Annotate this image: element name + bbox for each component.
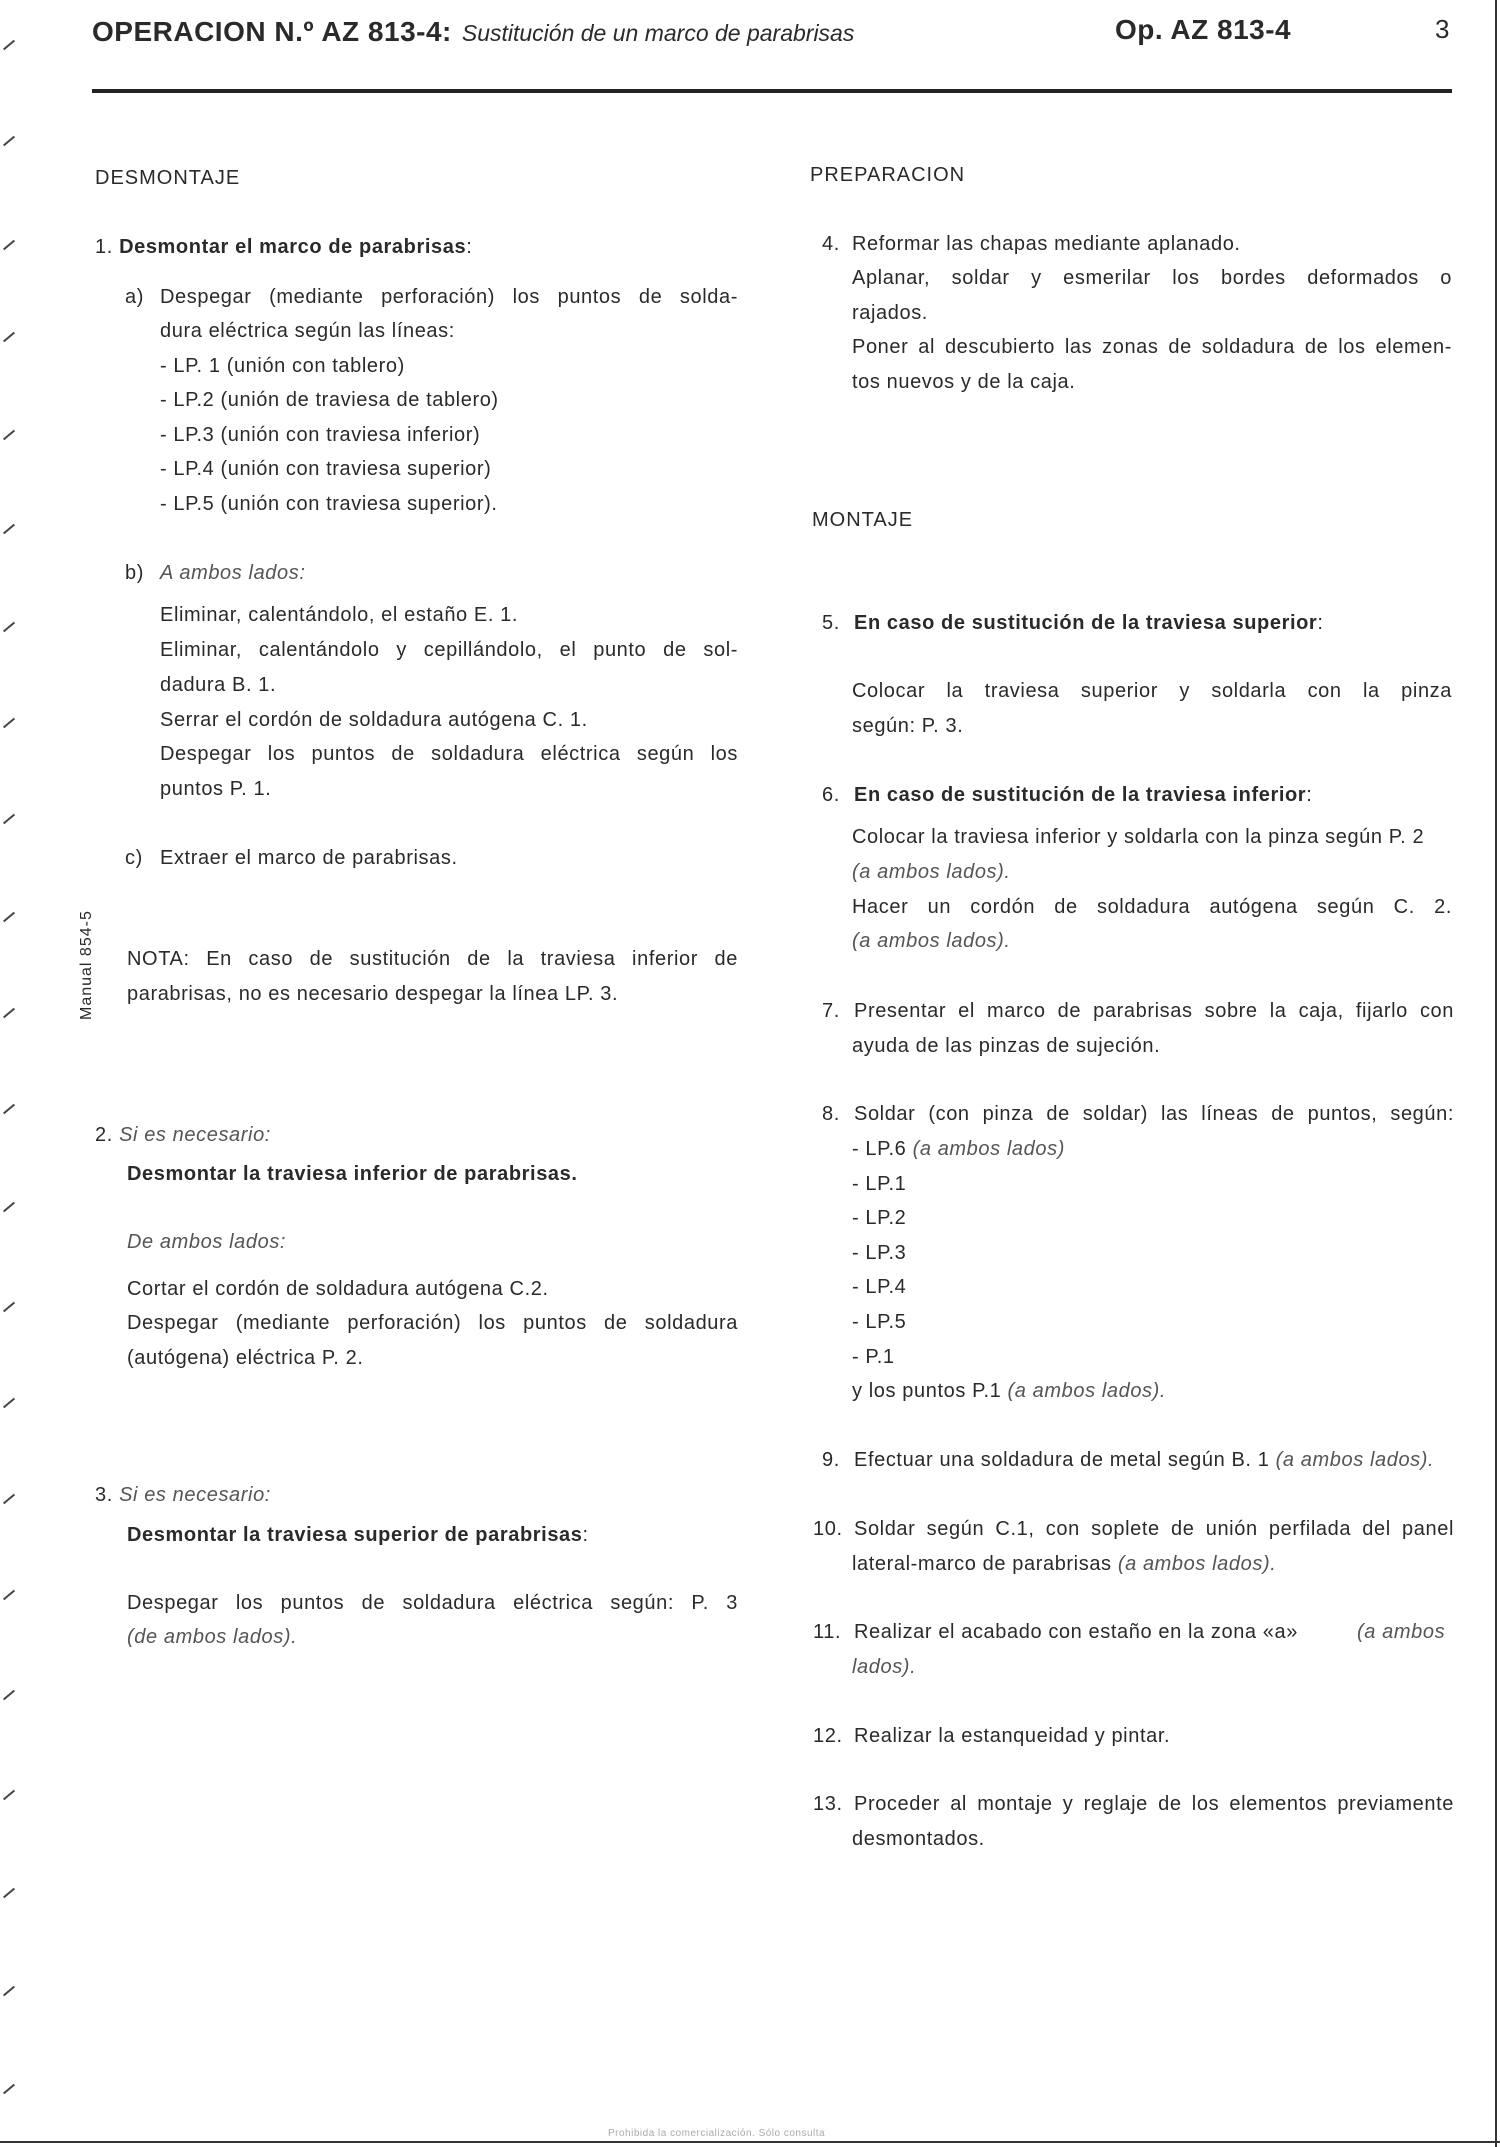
manual-side-label: Manual 854-5 [78, 910, 95, 1020]
step-3 [95, 1478, 271, 1512]
step-line: Soldar según C.1, con soplete de unión perfilada del panel [854, 1518, 1454, 1540]
step-line: según: P. 3. [852, 715, 964, 737]
step-title: Desmontar el marco de parabrisas [119, 236, 467, 258]
margin-mark [3, 1008, 15, 1019]
step-number: 13. [813, 1793, 843, 1815]
step-line: rajados. [852, 302, 928, 324]
substep-letter: b) [125, 562, 144, 584]
step-condition: Si es necesario: [119, 1124, 271, 1146]
step-line: Presentar el marco de parabrisas sobre la caja, fijarlo con [854, 1000, 1454, 1022]
margin-mark [3, 524, 15, 535]
page-border [0, 2141, 1500, 2143]
step-text: lateral-marco de parabrisas [852, 1553, 1112, 1575]
margin-mark [3, 240, 15, 251]
step-line: Proceder al montaje y reglaje de los elementos previamente [854, 1793, 1454, 1815]
list-item-note: (a ambos lados) [912, 1138, 1065, 1160]
list-item: - LP.4 [852, 1276, 907, 1298]
substep-c-text: Extraer el marco de parabrisas. [160, 847, 458, 869]
colon: : [1306, 784, 1313, 806]
step-number: 10. [813, 1518, 843, 1540]
colon: : [466, 236, 473, 258]
list-item: - LP.1 [852, 1173, 907, 1195]
substep-b-line: Serrar el cordón de soldadura autógena C. 1. [160, 709, 588, 731]
step-number: 9. [822, 1449, 840, 1471]
margin-mark [3, 430, 15, 441]
substep-b-line: Eliminar, calentándolo y cepillándolo, el punto de sol- [160, 639, 738, 661]
step-line: desmontados. [852, 1828, 985, 1850]
margin-mark [3, 1104, 15, 1115]
step-number: 8. [822, 1103, 840, 1125]
step-title: En caso de sustitución de la traviesa inferior [854, 784, 1307, 806]
step-line: Despegar los puntos de soldadura eléctrica según: P. 3 [127, 1592, 738, 1614]
step-line: Reformar las chapas mediante aplanado. [852, 233, 1241, 255]
operation-ref: Op. AZ 813-4 [1115, 14, 1292, 45]
step-condition: Si es necesario: [119, 1484, 271, 1506]
list-item-label: - LP.6 [852, 1138, 907, 1160]
step-number: 3. [95, 1484, 113, 1506]
list-item: - LP.3 [852, 1242, 907, 1264]
step-title: En caso de sustitución de la traviesa superior [854, 612, 1318, 634]
list-item: - LP. 1 (unión con tablero) [160, 355, 405, 377]
step-line: Realizar el acabado con estaño en la zona «a» [854, 1621, 1298, 1643]
step-note: (a ambos lados). [852, 861, 1011, 883]
list-item: - LP.2 (unión de traviesa de tablero) [160, 389, 499, 411]
operation-subtitle: Sustitución de un marco de parabrisas [461, 20, 855, 46]
margin-mark [3, 1494, 15, 1505]
step-line: Soldar (con pinza de soldar) las líneas de puntos, según: [854, 1103, 1454, 1125]
step-line: tos nuevos y de la caja. [852, 371, 1076, 393]
step-title-row [127, 1518, 589, 1552]
margin-mark [3, 2084, 15, 2095]
step-number: 7. [822, 1000, 840, 1022]
step-line: ayuda de las pinzas de sujeción. [852, 1035, 1161, 1057]
step-number: 4. [822, 233, 840, 255]
colon: : [582, 1524, 589, 1546]
margin-mark [3, 1790, 15, 1801]
step-line: Colocar la traviesa inferior y soldarla con la pinza según P. 2 [852, 826, 1425, 848]
step-line: Colocar la traviesa superior y soldarla con la pinza [852, 680, 1452, 702]
step-number: 5. [822, 612, 840, 634]
list-item: - LP.5 [852, 1311, 907, 1333]
list-item: - LP.3 (unión con traviesa inferior) [160, 424, 481, 446]
step-note: (a ambos lados). [1117, 1553, 1277, 1575]
list-item-note: (a ambos lados). [1007, 1380, 1167, 1402]
note-line: NOTA: En caso de sustitución de la traviesa inferior de [127, 948, 738, 970]
step-note: (a ambos [1357, 1621, 1446, 1643]
margin-mark [3, 1590, 15, 1601]
margin-mark [3, 912, 15, 923]
page-border [1495, 0, 1497, 2147]
list-item: - LP.4 (unión con traviesa superior) [160, 458, 492, 480]
list-item: - LP.5 (unión con traviesa superior). [160, 493, 498, 515]
list-item: - LP.2 [852, 1207, 907, 1229]
step-note: (a ambos lados). [1275, 1449, 1435, 1471]
step-line: Poner al descubierto las zonas de soldadura de los elemen- [852, 336, 1452, 358]
margin-mark [3, 1986, 15, 1997]
margin-mark [3, 718, 15, 729]
step-line: Despegar (mediante perforación) los puntos de soldadura [127, 1312, 738, 1334]
substep-b-line: dadura B. 1. [160, 674, 277, 696]
step-line: Cortar el cordón de soldadura autógena C.2. [127, 1278, 549, 1300]
step-line [852, 1547, 1276, 1581]
step-number: 6. [822, 784, 840, 806]
section-heading-montaje: MONTAJE [812, 509, 914, 531]
page-number: 3 [1435, 14, 1450, 44]
step-title: Desmontar la traviesa superior de parabrisas [127, 1524, 583, 1546]
step-subtitle: De ambos lados: [127, 1231, 287, 1253]
margin-mark [3, 1302, 15, 1313]
step-2 [95, 1118, 271, 1152]
step-number: 1. [95, 236, 113, 258]
substep-a-line: dura eléctrica según las líneas: [160, 320, 455, 342]
step-title: Desmontar la traviesa inferior de parabrisas. [127, 1163, 578, 1185]
colon: : [1317, 612, 1324, 634]
section-heading-desmontaje: DESMONTAJE [95, 167, 241, 189]
margin-mark [3, 1202, 15, 1213]
margin-mark [3, 1398, 15, 1409]
step-line: (autógena) eléctrica P. 2. [127, 1347, 364, 1369]
step-title-row [854, 606, 1323, 640]
operation-number: OPERACION N.º AZ 813-4: [92, 16, 452, 47]
list-item [852, 1374, 1166, 1408]
step-number: 12. [813, 1725, 843, 1747]
step-note: (a ambos lados). [852, 930, 1011, 952]
margin-mark [3, 814, 15, 825]
page-title [92, 16, 854, 48]
margin-mark [3, 136, 15, 147]
list-item [852, 1132, 1065, 1166]
step-line [854, 1443, 1434, 1477]
step-text: Efectuar una soldadura de metal según B. 1 [854, 1449, 1270, 1471]
step-note: (de ambos lados). [127, 1626, 298, 1648]
substep-b-title: A ambos lados: [160, 562, 306, 584]
list-item-label: y los puntos P.1 [852, 1380, 1002, 1402]
note-line: parabrisas, no es necesario despegar la línea LP. 3. [127, 983, 619, 1005]
step-line: Aplanar, soldar y esmerilar los bordes deformados o [852, 267, 1452, 289]
step-line: Realizar la estanqueidad y pintar. [854, 1725, 1171, 1747]
substep-a-line: Despegar (mediante perforación) los puntos de solda- [160, 286, 738, 308]
footer-watermark: Prohibida la comercialización. Sólo consulta [608, 2128, 826, 2139]
step-line: Hacer un cordón de soldadura autógena según C. 2. [852, 896, 1452, 918]
step-note: lados). [852, 1656, 917, 1678]
step-number: 2. [95, 1124, 113, 1146]
step-1 [95, 230, 472, 264]
substep-b-line: puntos P. 1. [160, 778, 272, 800]
step-number: 11. [813, 1621, 842, 1643]
margin-mark [3, 332, 15, 343]
list-item: - P.1 [852, 1346, 895, 1368]
section-heading-preparacion: PREPARACION [810, 164, 966, 186]
margin-mark [3, 40, 15, 51]
substep-letter: a) [125, 286, 144, 308]
step-title-row [854, 778, 1312, 812]
margin-mark [3, 622, 15, 633]
substep-b-line: Eliminar, calentándolo, el estaño E. 1. [160, 604, 519, 626]
substep-letter: c) [125, 847, 143, 869]
margin-mark [3, 1888, 15, 1899]
margin-mark [3, 1690, 15, 1701]
substep-b-line: Despegar los puntos de soldadura eléctrica según los [160, 743, 738, 765]
header-rule [92, 89, 1452, 93]
